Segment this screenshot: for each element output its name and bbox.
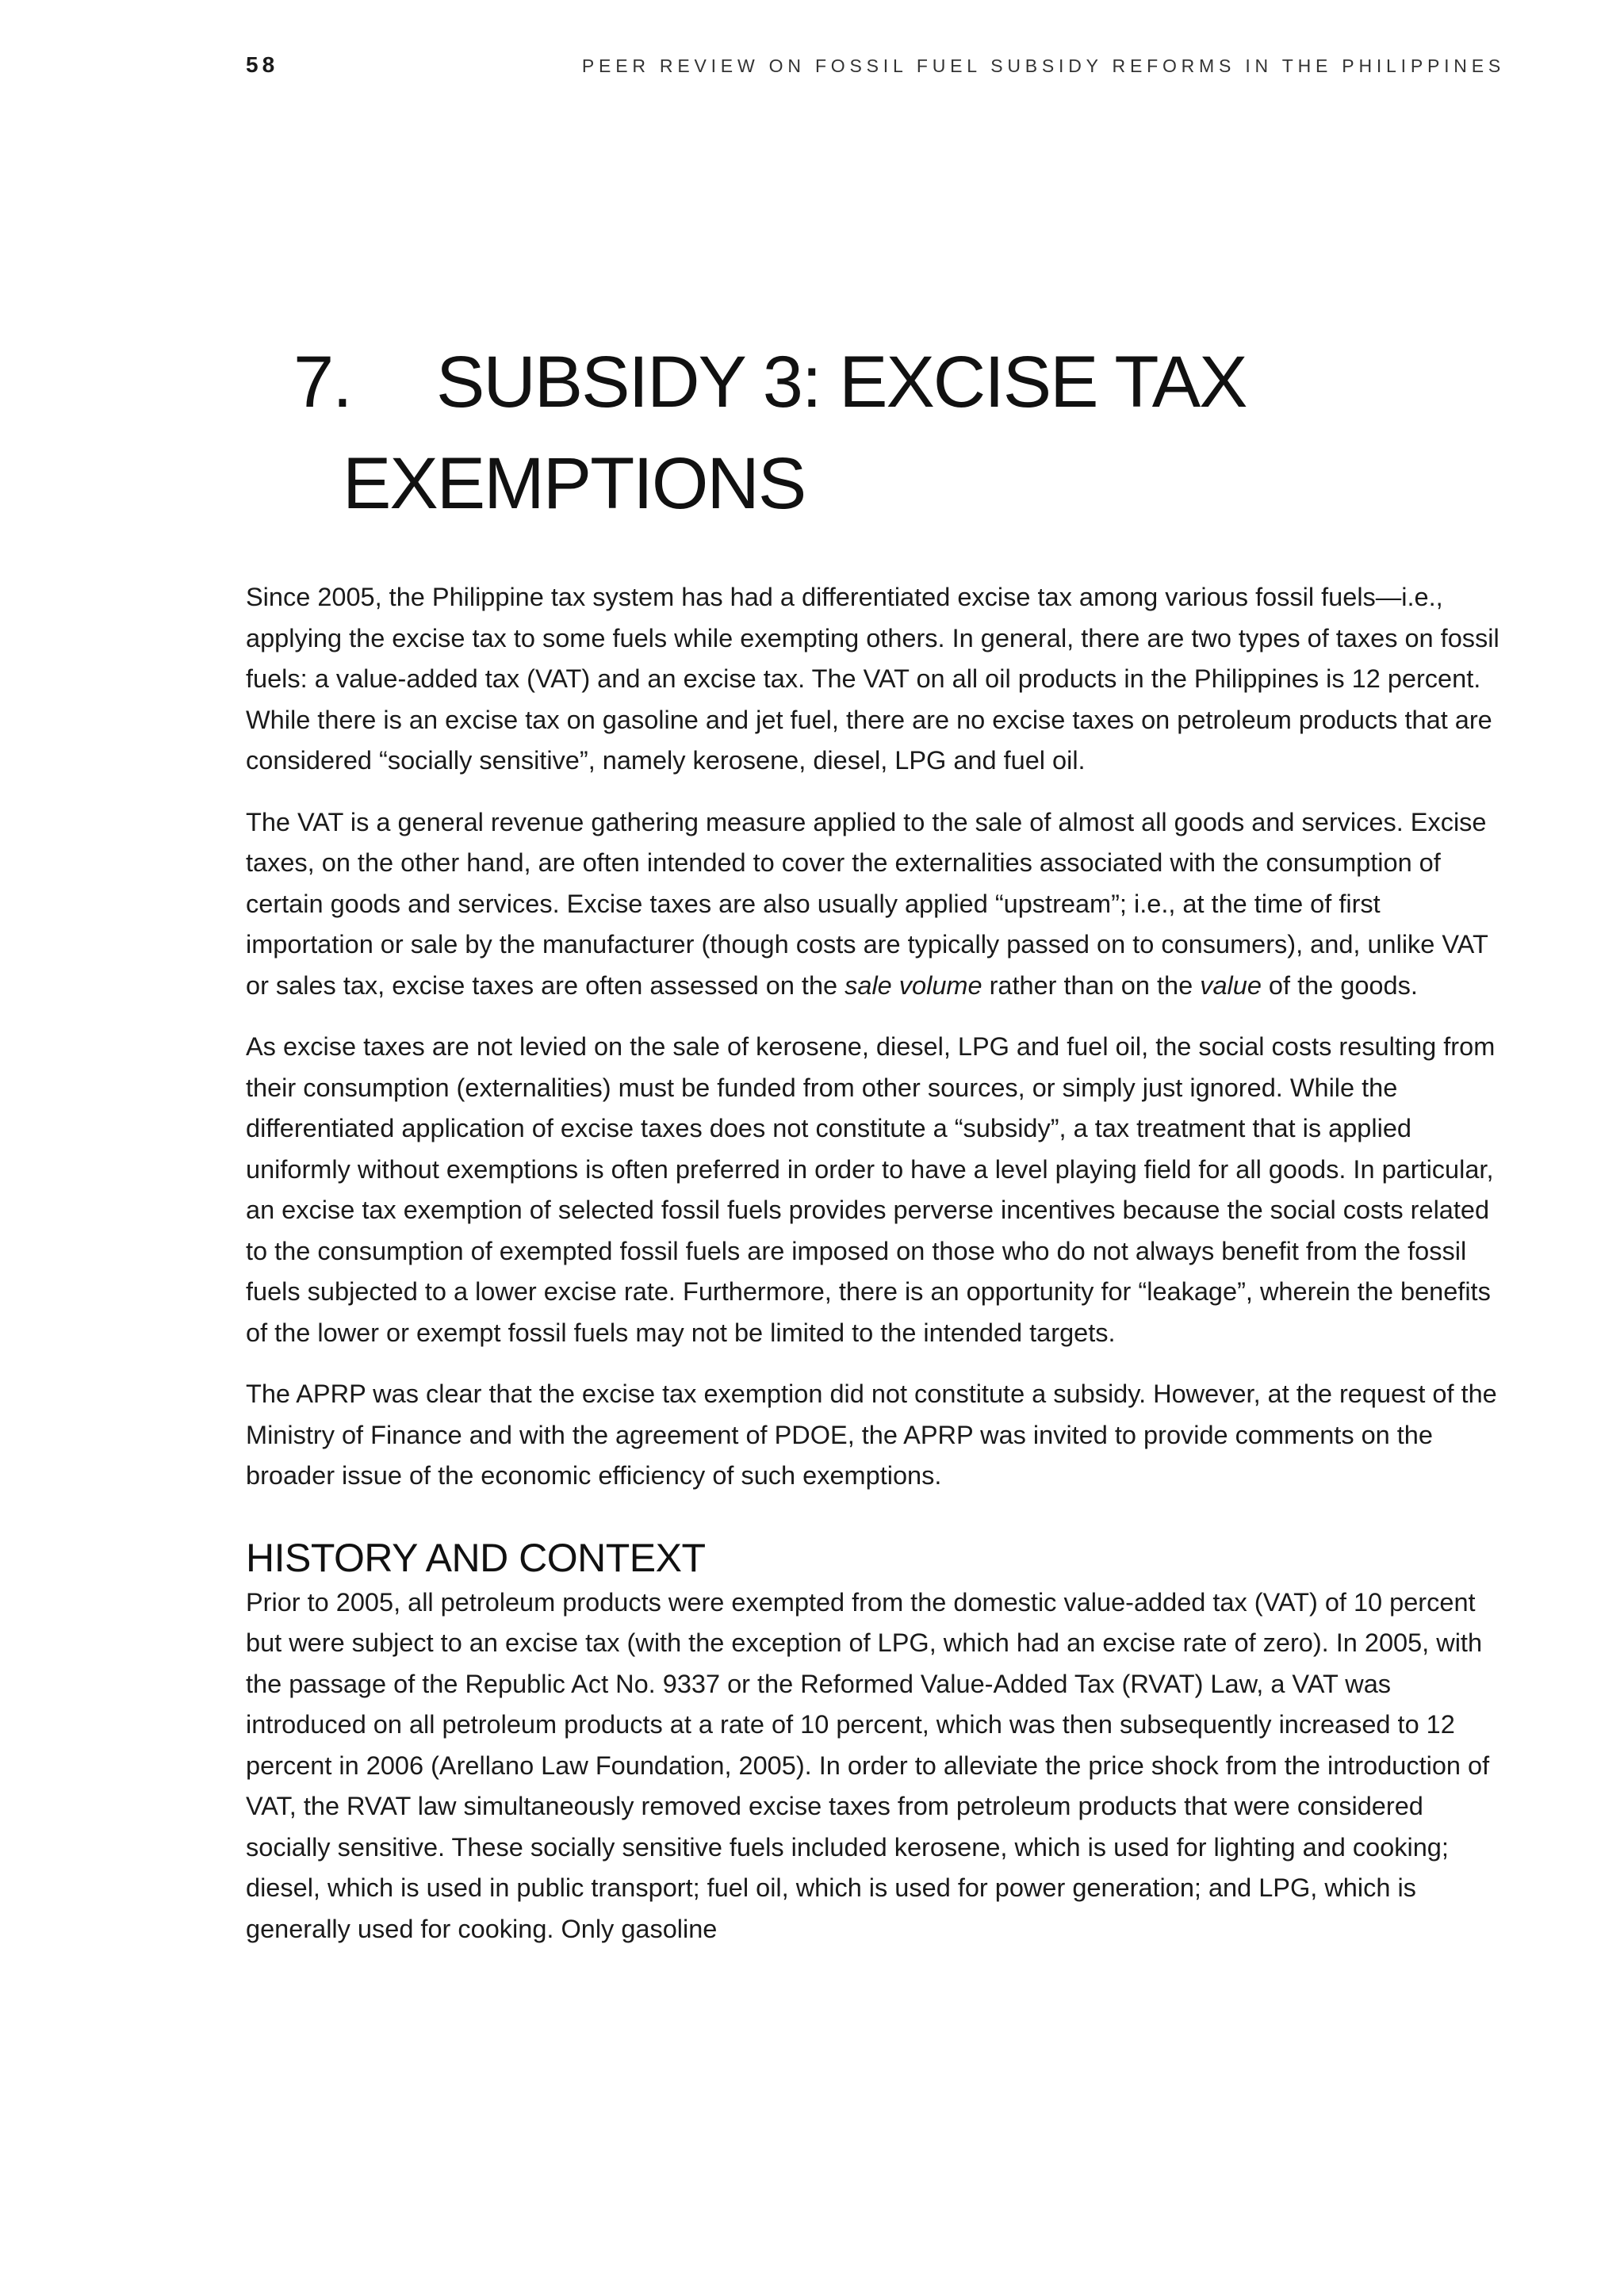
running-header: [246, 52, 1505, 84]
chapter-number: 7.: [293, 342, 351, 423]
paragraph-1: Since 2005, the Philippine tax system has had a differentiated excise tax among various fossil fuels—i.e., applying the excise tax to some fuels while exempting others. In general, there are two types of taxes on fossil fuels: a value-added tax (VAT) and an excise tax. The VAT on all oil products in the Philippines is 12 percent. While there is an excise tax on gasoline and jet fuel, there are no excise taxes on petroleum products that are considered “socially sensitive”, namely kerosene, diesel, LPG and fuel oil.: [246, 583, 1500, 775]
chapter-title-line1: SUBSIDY 3: EXCISE TAX: [436, 342, 1247, 423]
paragraph-2-italic-sale-volume: sale volume: [845, 970, 982, 1000]
paragraph-4: The APRP was clear that the excise tax exemption did not constitute a subsidy. However, at the request of the Ministry of Finance and with the agreement of PDOE, the APRP was invited to provide comments on the broader issue of the economic efficiency of such exemptions.: [246, 1380, 1497, 1490]
running-title: PEER REVIEW ON FOSSIL FUEL SUBSIDY REFORMS IN THE PHILIPPINES: [581, 55, 1505, 76]
paragraph-2-italic-value: value: [1200, 970, 1262, 1000]
paragraph-2-part3: of the goods.: [1261, 970, 1418, 1000]
chapter-title: [293, 331, 1404, 534]
paragraph-3: As excise taxes are not levied on the sale of kerosene, diesel, LPG and fuel oil, the social costs resulting from their consumption (externalities) must be funded from other sources, or simply just ignored. While the differentiated application of excise taxes does not constitute a “subsidy”, a tax treatment that is applied uniformly without exemptions is often preferred in order to have a level playing field for all goods. In particular, an excise tax exemption of selected fossil fuels provides perverse incentives because the social costs related to the consumption of exempted fossil fuels are imposed on those who do not always benefit from the fossil fuels subjected to a lower excise rate. Furthermore, there is an opportunity for “leakage”, wherein the benefits of the lower or exempt fossil fuels may not be limited to the intended targets.: [246, 1032, 1496, 1347]
page-number: 58: [246, 52, 279, 77]
section-paragraph: Prior to 2005, all petroleum products were exempted from the domestic value-added tax (VAT) of 10 percent but were subject to an excise tax (with the exception of LPG, which had an excise rate of zero). In 2005, with the passage of the Republic Act No. 9337 or the Reformed Value-Added Tax (RVAT) Law, a VAT was introduced on all petroleum products at a rate of 10 percent, which was then subsequently increased to 12 percent in 2006 (Arellano Law Foundation, 2005). In order to alleviate the price shock from the introduction of VAT, the RVAT law simultaneously removed excise taxes from petroleum products that were considered socially sensitive. These socially sensitive fuels included kerosene, which is used for lighting and cooking; diesel, which is used in public transport; fuel oil, which is used for power generation; and LPG, which is generally used for cooking. Only gasoline: [246, 1587, 1490, 1943]
paragraph-2-part1: The VAT is a general revenue gathering measure applied to the sale of almost all goods and services. Excise taxes, on the other hand, are often intended to cover the externalities associated with the consumption of certain goods and services. Excise taxes are also usually applied “upstream”; i.e., at the time of first importation or sale by the manufacturer (though costs are typically passed on to consumers), and, unlike VAT or sales tax, excise taxes are often assessed on the: [246, 807, 1488, 1000]
paragraph-2-part2: rather than on the: [982, 970, 1201, 1000]
section-heading: HISTORY AND CONTEXT: [246, 1535, 706, 1580]
chapter-title-line2: EXEMPTIONS: [343, 443, 806, 524]
paragraph-2: [246, 802, 1508, 1007]
body-text: [246, 577, 1508, 1970]
